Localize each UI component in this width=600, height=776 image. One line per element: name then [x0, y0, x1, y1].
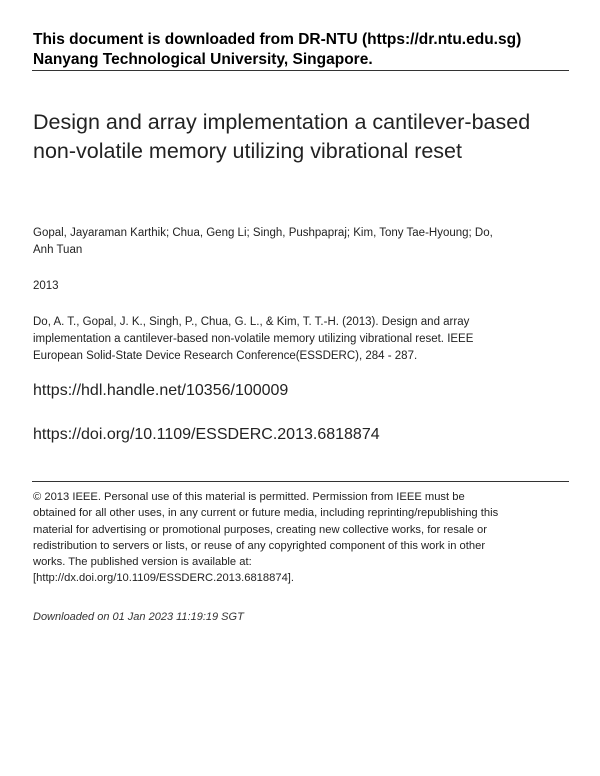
download-timestamp: Downloaded on 01 Jan 2023 11:19:19 SGT	[33, 611, 244, 623]
repository-header	[33, 30, 569, 70]
header-institution-line: Nanyang Technological University, Singapore.	[33, 51, 373, 68]
doi-link[interactable]: https://doi.org/10.1109/ESSDERC.2013.6818874	[33, 426, 380, 443]
paper-title: Design and array implementation a cantilever-based non-volatile memory utilizing vibrational reset	[33, 110, 531, 163]
header-source-line: This document is downloaded from DR-NTU (https://dr.ntu.edu.sg)	[33, 31, 522, 48]
copyright-divider	[32, 481, 569, 482]
citation: Do, A. T., Gopal, J. K., Singh, P., Chua, G. L., & Kim, T. T.-H. (2013). Design and array implementation a cantilever-based non-volatile memory utilizing vibrational reset. IEEE European Solid-State Device Research Conference(ESSDERC), 284 - 287.	[33, 316, 474, 362]
header-divider	[32, 70, 569, 71]
authors: Gopal, Jayaraman Karthik; Chua, Geng Li; Singh, Pushpapraj; Kim, Tony Tae-Hyoung; Do, Anh Tuan	[33, 227, 493, 256]
publication-year: 2013	[33, 280, 59, 292]
handle-link[interactable]: https://hdl.handle.net/10356/100009	[33, 382, 289, 399]
copyright-notice: © 2013 IEEE. Personal use of this material is permitted. Permission from IEEE must be obtained for all other uses, in any current or future media, including reprinting/republishing this material for advertising or promotional purposes, creating new collective works, for resale or redistribution to servers or lists, or reuse of any copyrighted component of this work in other works. The published version is available at: [http://dx.doi.org/10.1109/ESSDERC.2013.6818874].	[33, 491, 499, 585]
